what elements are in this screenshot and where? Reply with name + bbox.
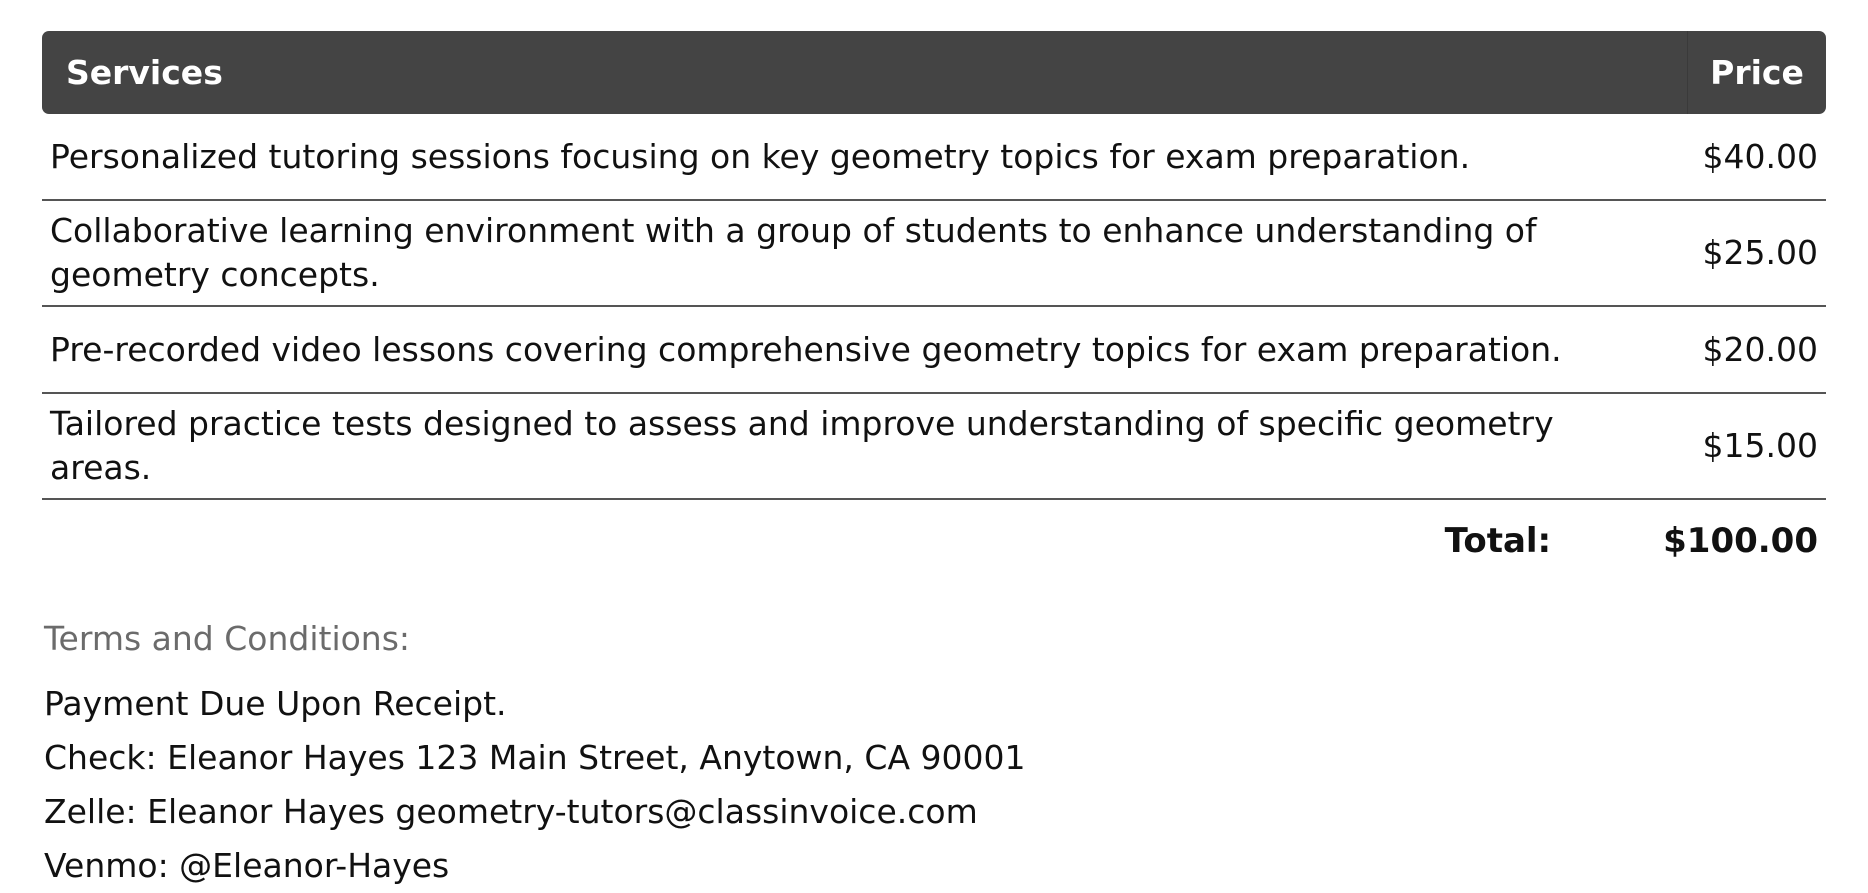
table-row <box>42 114 1826 201</box>
service-price: $40.00 <box>1702 136 1818 176</box>
service-description: Personalized tutoring sessions focusing on key geometry topics for exam preparation. <box>50 136 1471 176</box>
total-row <box>42 500 1826 582</box>
terms-line: Zelle: Eleanor Hayes geometry-tutors@classinvoice.com <box>44 792 978 831</box>
total-label: Total: <box>1444 521 1552 561</box>
table-row <box>42 307 1826 394</box>
service-price: $25.00 <box>1702 233 1818 272</box>
terms-line: Venmo: @Eleanor-Hayes <box>44 846 450 885</box>
service-description: Collaborative learning environment with a group of students to enhance understanding of geometry concepts. <box>50 211 1537 294</box>
price-header: Price <box>1687 31 1826 114</box>
service-description: Pre-recorded video lessons covering comprehensive geometry topics for exam preparation. <box>50 329 1562 369</box>
service-description: Tailored practice tests designed to assess and improve understanding of specific geometry areas. <box>50 404 1554 487</box>
terms-line: Check: Eleanor Hayes 123 Main Street, Anytown, CA 90001 <box>44 738 1026 777</box>
services-table <box>42 31 1826 582</box>
table-header <box>42 31 1826 114</box>
table-row <box>42 201 1826 307</box>
services-header: Services <box>66 53 223 92</box>
total-value: $100.00 <box>1663 521 1818 561</box>
table-row <box>42 394 1826 500</box>
terms-section <box>44 618 1026 893</box>
service-price: $15.00 <box>1702 426 1818 465</box>
service-price: $20.00 <box>1702 329 1818 369</box>
terms-title: Terms and Conditions: <box>44 619 411 658</box>
terms-line: Payment Due Upon Receipt. <box>44 684 507 723</box>
